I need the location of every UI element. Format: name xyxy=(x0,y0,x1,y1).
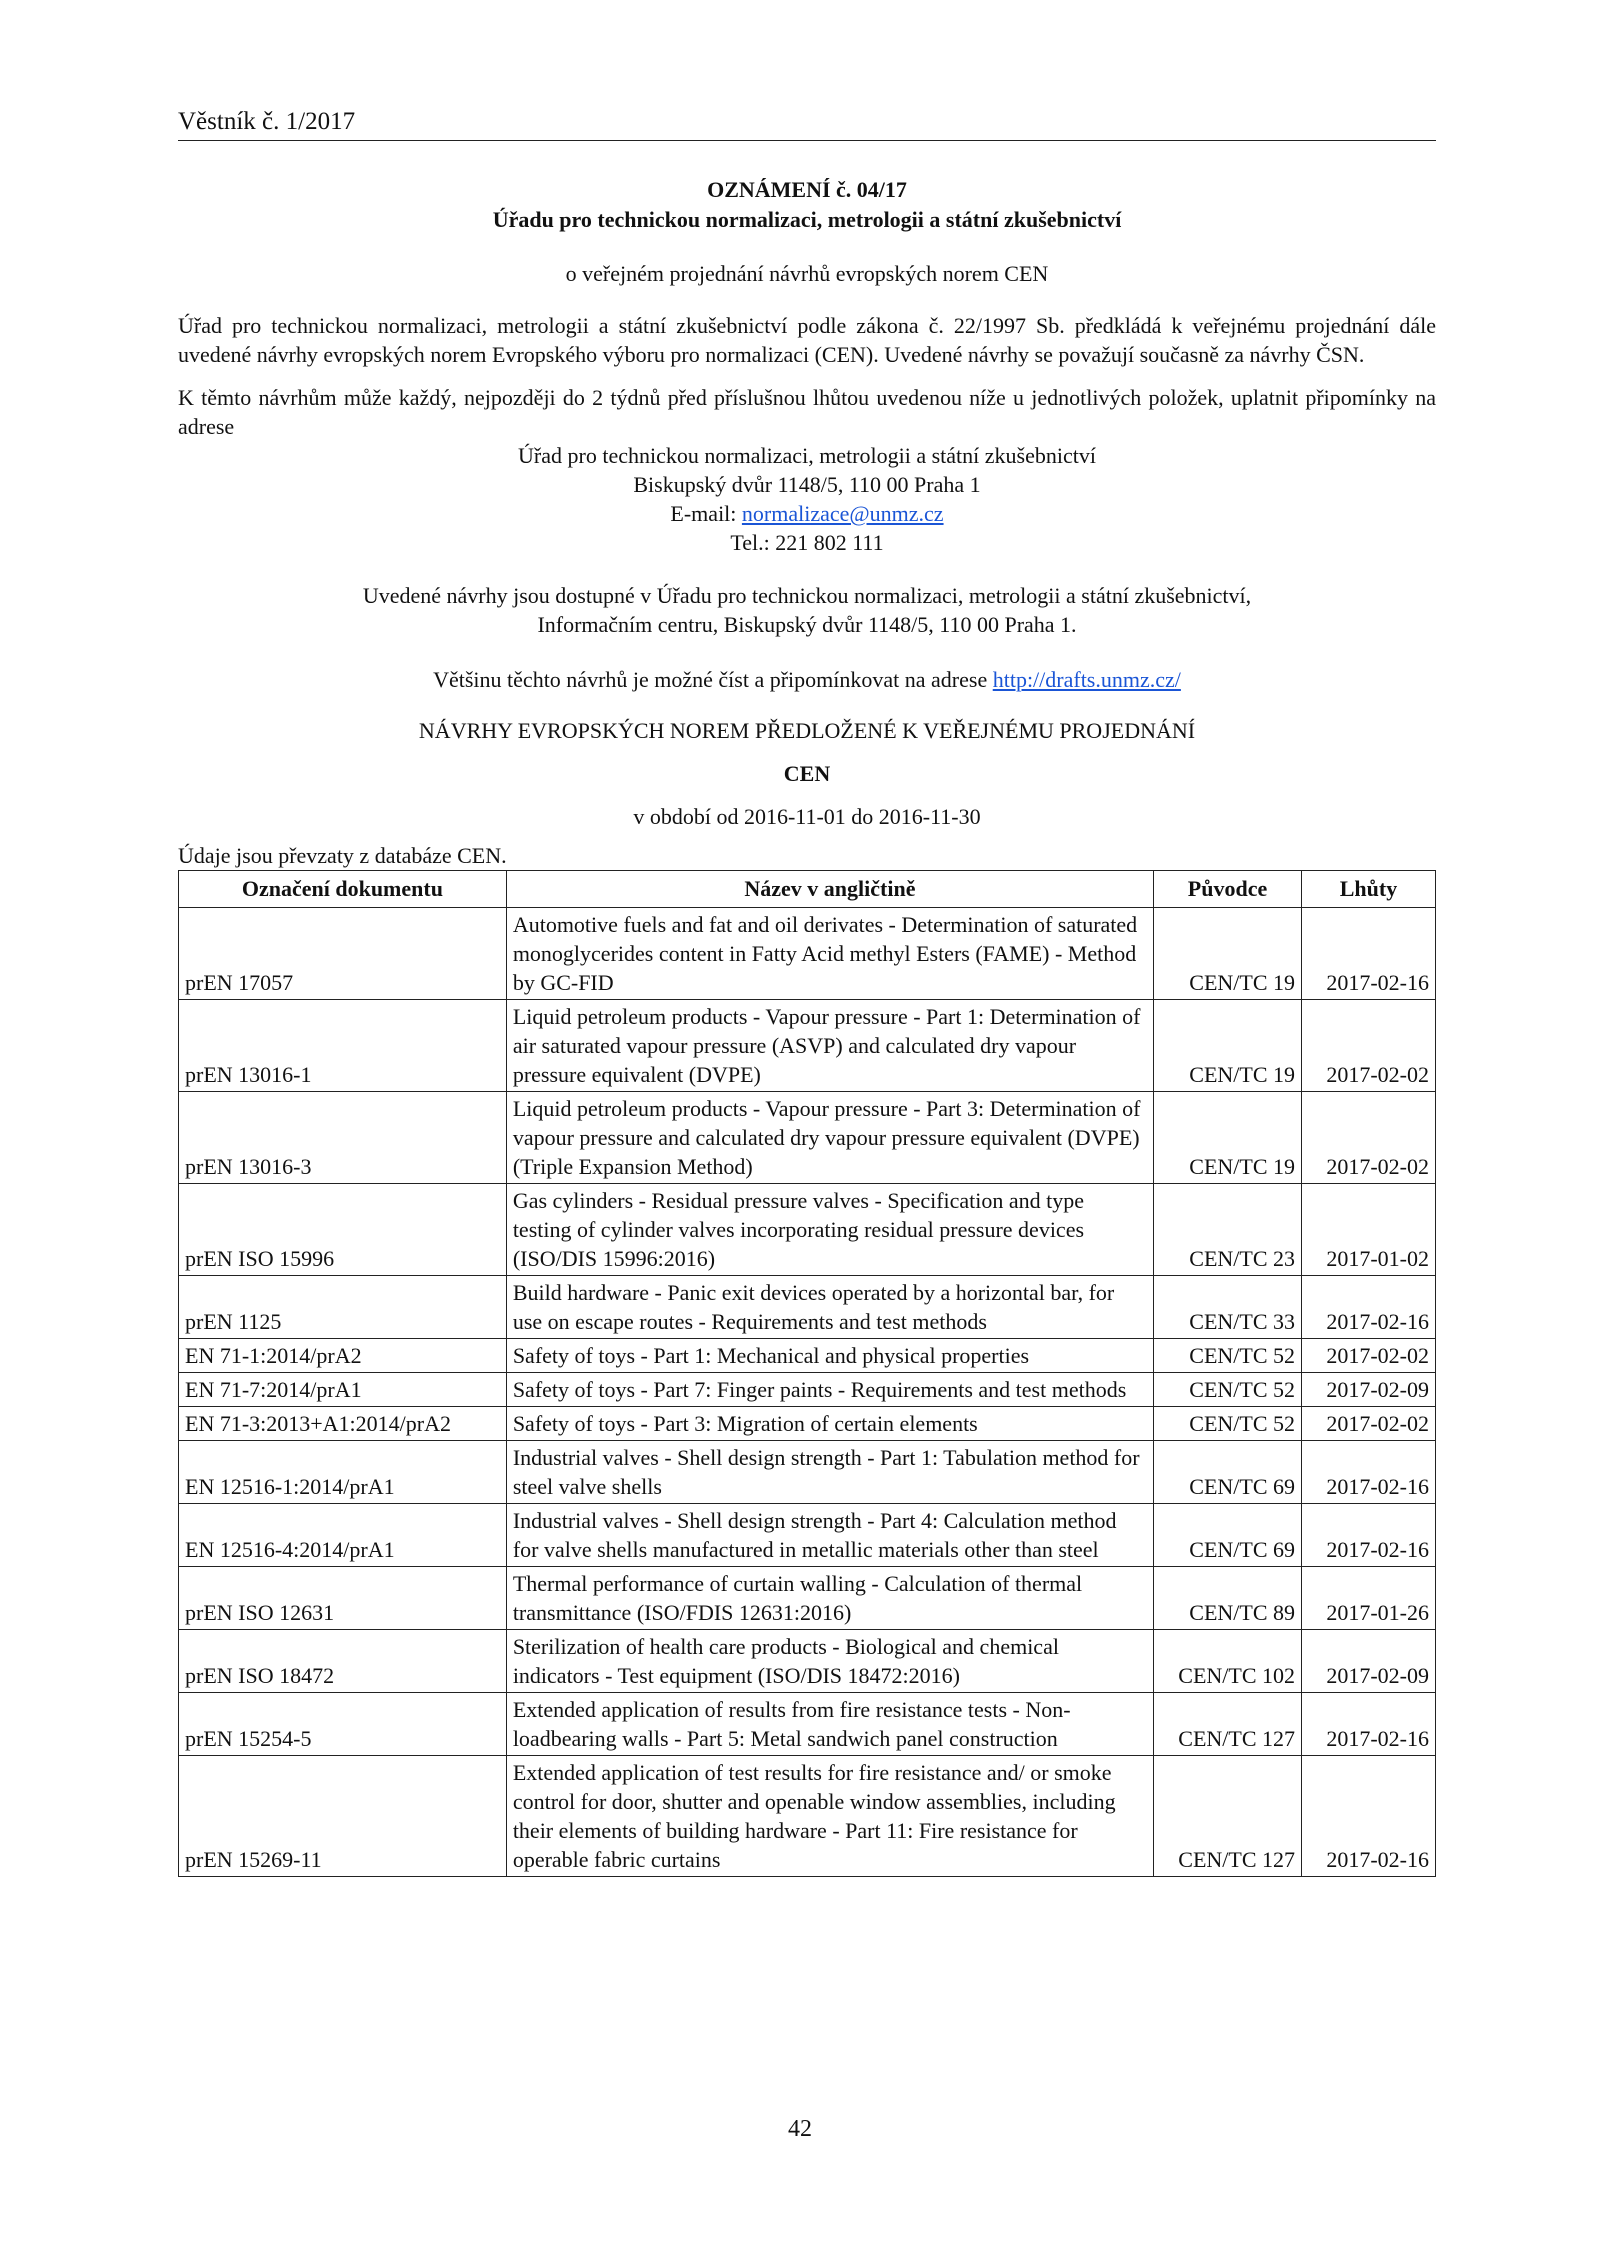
cell-title: Extended application of results from fire resistance tests - Non-loadbearing walls - Part 5: Metal sandwich panel construction xyxy=(506,1693,1153,1756)
source-note: Údaje jsou převzaty z databáze CEN. xyxy=(178,843,507,868)
cell-originator: CEN/TC 52 xyxy=(1154,1339,1302,1373)
address-block xyxy=(178,441,1436,557)
cell-title: Sterilization of health care products - Biological and chemical indicators - Test equipment (ISO/DIS 18472:2016) xyxy=(506,1630,1153,1693)
cell-originator: CEN/TC 69 xyxy=(1154,1441,1302,1504)
cell-document: EN 71-1:2014/prA2 xyxy=(179,1339,507,1373)
cell-title: Liquid petroleum products - Vapour pressure - Part 1: Determination of air saturated vapour pressure (ASVP) and calculated dry vapour pressure equivalent (DVPE) xyxy=(506,1000,1153,1092)
comments-paragraph: K těmto návrhům může každý, nejpozději do 2 týdnů před příslušnou lhůtou uvedenou níže u jednotlivých položek, uplatnit připomínky na adrese xyxy=(178,385,1436,439)
cell-originator: CEN/TC 52 xyxy=(1154,1373,1302,1407)
cell-title: Industrial valves - Shell design strength - Part 1: Tabulation method for steel valve shells xyxy=(506,1441,1153,1504)
cell-document: EN 71-3:2013+A1:2014/prA2 xyxy=(179,1407,507,1441)
cell-document: prEN 1125 xyxy=(179,1276,507,1339)
header-originator: Původce xyxy=(1154,871,1302,908)
cell-originator: CEN/TC 23 xyxy=(1154,1184,1302,1276)
cell-document: prEN 17057 xyxy=(179,908,507,1000)
cell-deadline: 2017-02-09 xyxy=(1302,1373,1436,1407)
cen-heading: CEN xyxy=(783,761,831,786)
cell-document: EN 12516-4:2014/prA1 xyxy=(179,1504,507,1567)
table-row xyxy=(179,1276,1436,1339)
drafts-portal-link[interactable]: http://drafts.unmz.cz/ xyxy=(992,667,1181,692)
cell-title: Industrial valves - Shell design strength - Part 4: Calculation method for valve shells manufactured in metallic materials other than steel xyxy=(506,1504,1153,1567)
table-row xyxy=(179,1339,1436,1373)
table-row xyxy=(179,1630,1436,1693)
cell-document: prEN ISO 15996 xyxy=(179,1184,507,1276)
notice-authority: Úřadu pro technickou normalizaci, metrologii a státní zkušebnictví xyxy=(492,207,1122,232)
cell-document: prEN 15269-11 xyxy=(179,1756,507,1877)
email-link[interactable]: normalizace@unmz.cz xyxy=(741,501,944,526)
notice-subject: o veřejném projednání návrhů evropských norem CEN xyxy=(565,261,1049,286)
drafts-portal-text xyxy=(178,665,1436,694)
cell-title: Thermal performance of curtain walling - Calculation of thermal transmittance (ISO/FDIS 12631:2016) xyxy=(506,1567,1153,1630)
table-row xyxy=(179,1441,1436,1504)
header-title: Název v angličtině xyxy=(506,871,1153,908)
table-row xyxy=(179,908,1436,1000)
cell-deadline: 2017-02-02 xyxy=(1302,1092,1436,1184)
cell-originator: CEN/TC 127 xyxy=(1154,1693,1302,1756)
table-row xyxy=(179,1184,1436,1276)
page-content xyxy=(178,108,1436,1877)
cell-deadline: 2017-02-16 xyxy=(1302,908,1436,1000)
table-row xyxy=(179,1504,1436,1567)
email-label: E-mail: xyxy=(670,501,742,526)
cell-title: Gas cylinders - Residual pressure valves - Specification and type testing of cylinder valves incorporating residual pressure devices (ISO/DIS 15996:2016) xyxy=(506,1184,1153,1276)
cell-deadline: 2017-02-16 xyxy=(1302,1693,1436,1756)
availability-line-1: Uvedené návrhy jsou dostupné v Úřadu pro technickou normalizaci, metrologii a státní zkušebnictví, xyxy=(362,583,1252,608)
cell-document: prEN 13016-3 xyxy=(179,1092,507,1184)
header-deadline: Lhůty xyxy=(1302,871,1436,908)
table-header-row xyxy=(179,871,1436,908)
cell-deadline: 2017-01-02 xyxy=(1302,1184,1436,1276)
drafts-table xyxy=(178,870,1436,1877)
availability-text xyxy=(178,581,1436,639)
cell-originator: CEN/TC 102 xyxy=(1154,1630,1302,1693)
address-street: Biskupský dvůr 1148/5, 110 00 Praha 1 xyxy=(633,472,981,497)
cell-originator: CEN/TC 69 xyxy=(1154,1504,1302,1567)
address-email xyxy=(178,499,1436,528)
cell-originator: CEN/TC 33 xyxy=(1154,1276,1302,1339)
cell-document: EN 71-7:2014/prA1 xyxy=(179,1373,507,1407)
availability-line-2: Informačním centru, Biskupský dvůr 1148/5, 110 00 Praha 1. xyxy=(537,612,1077,637)
cell-document: prEN ISO 18472 xyxy=(179,1630,507,1693)
table-row xyxy=(179,1756,1436,1877)
cell-deadline: 2017-02-02 xyxy=(1302,1407,1436,1441)
cell-originator: CEN/TC 19 xyxy=(1154,1000,1302,1092)
cell-document: prEN 13016-1 xyxy=(179,1000,507,1092)
cell-originator: CEN/TC 19 xyxy=(1154,908,1302,1000)
address-phone: Tel.: 221 802 111 xyxy=(730,530,884,555)
header-document: Označení dokumentu xyxy=(179,871,507,908)
cell-title: Safety of toys - Part 1: Mechanical and physical properties xyxy=(506,1339,1153,1373)
cell-deadline: 2017-02-16 xyxy=(1302,1756,1436,1877)
cell-originator: CEN/TC 127 xyxy=(1154,1756,1302,1877)
cell-deadline: 2017-02-16 xyxy=(1302,1504,1436,1567)
notice-title: OZNÁMENÍ č. 04/17 xyxy=(707,177,907,202)
intro-paragraph: Úřad pro technickou normalizaci, metrologii a státní zkušebnictví podle zákona č. 22/1997 Sb. předkládá k veřejnému projednání dále uvedené návrhy evropských norem Evropského výboru pro normalizaci (CEN). Uvedené návrhy se považují současně za návrhy ČSN. xyxy=(178,313,1436,367)
cell-title: Automotive fuels and fat and oil derivates - Determination of saturated monoglycerides content in Fatty Acid methyl Esters (FAME) - Method by GC-FID xyxy=(506,908,1153,1000)
cell-document: prEN ISO 12631 xyxy=(179,1567,507,1630)
cell-title: Build hardware - Panic exit devices operated by a horizontal bar, for use on escape routes - Requirements and test methods xyxy=(506,1276,1153,1339)
table-row xyxy=(179,1407,1436,1441)
cell-deadline: 2017-02-16 xyxy=(1302,1441,1436,1504)
cell-deadline: 2017-02-02 xyxy=(1302,1000,1436,1092)
drafts-heading: NÁVRHY EVROPSKÝCH NOREM PŘEDLOŽENÉ K VEŘEJNÉMU PROJEDNÁNÍ xyxy=(418,718,1196,743)
address-org: Úřad pro technickou normalizaci, metrologii a státní zkušebnictví xyxy=(518,443,1096,468)
table-row xyxy=(179,1000,1436,1092)
journal-header: Věstník č. 1/2017 xyxy=(178,108,1436,141)
cell-document: prEN 15254-5 xyxy=(179,1693,507,1756)
cell-title: Extended application of test results for fire resistance and/ or smoke control for door, shutter and openable window assemblies, including their elements of building hardware - Part 11: Fire resistance for operable fabric curtains xyxy=(506,1756,1153,1877)
cell-originator: CEN/TC 89 xyxy=(1154,1567,1302,1630)
cell-deadline: 2017-02-16 xyxy=(1302,1276,1436,1339)
table-row xyxy=(179,1092,1436,1184)
table-row xyxy=(179,1567,1436,1630)
cell-deadline: 2017-02-09 xyxy=(1302,1630,1436,1693)
cell-title: Safety of toys - Part 7: Finger paints - Requirements and test methods xyxy=(506,1373,1153,1407)
table-row xyxy=(179,1693,1436,1756)
cell-originator: CEN/TC 52 xyxy=(1154,1407,1302,1441)
page-number: 42 xyxy=(788,2116,812,2142)
cell-deadline: 2017-01-26 xyxy=(1302,1567,1436,1630)
cell-document: EN 12516-1:2014/prA1 xyxy=(179,1441,507,1504)
cell-title: Liquid petroleum products - Vapour pressure - Part 3: Determination of vapour pressure and calculated dry vapour pressure equivalent (DVPE) (Triple Expansion Method) xyxy=(506,1092,1153,1184)
cell-deadline: 2017-02-02 xyxy=(1302,1339,1436,1373)
drafts-portal-label: Většinu těchto návrhů je možné číst a připomínkovat na adrese xyxy=(433,667,993,692)
cell-originator: CEN/TC 19 xyxy=(1154,1092,1302,1184)
cell-title: Safety of toys - Part 3: Migration of certain elements xyxy=(506,1407,1153,1441)
period-text: v období od 2016-11-01 do 2016-11-30 xyxy=(633,804,981,829)
table-body xyxy=(179,908,1436,1877)
table-row xyxy=(179,1373,1436,1407)
